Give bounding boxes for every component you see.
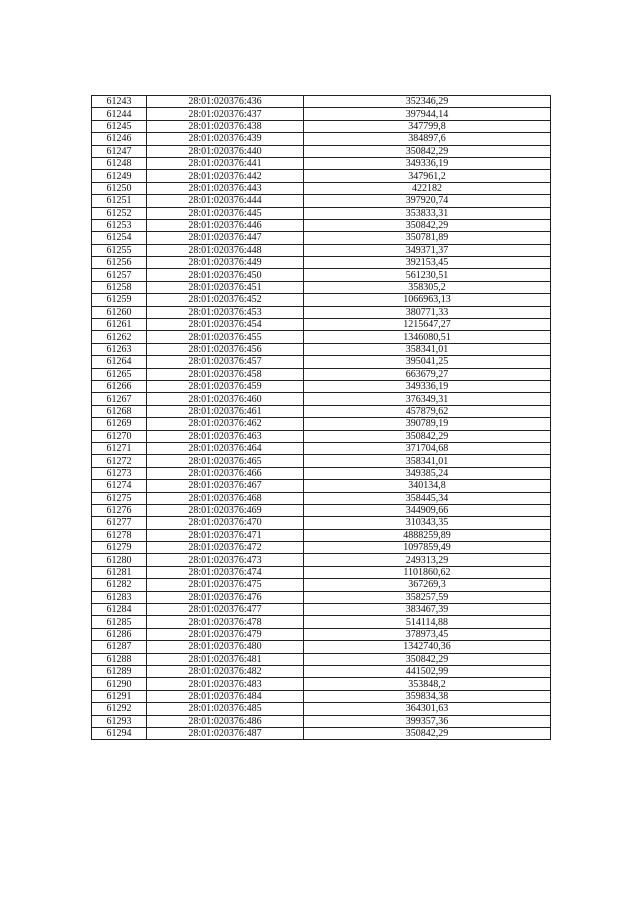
table-row	[92, 442, 551, 454]
cadastral-number-cell: 28:01:020376:473	[147, 554, 304, 566]
row-number-cell: 61258	[92, 281, 147, 293]
value-cell: 371704,68	[304, 442, 551, 454]
value-cell: 310343,35	[304, 517, 551, 529]
row-number-cell: 61244	[92, 108, 147, 120]
table-row	[92, 356, 551, 368]
table-row	[92, 368, 551, 380]
cadastral-number-cell: 28:01:020376:466	[147, 467, 304, 479]
value-cell: 359834,38	[304, 690, 551, 702]
row-number-cell: 61254	[92, 232, 147, 244]
cadastral-number-cell: 28:01:020376:474	[147, 566, 304, 578]
value-cell: 399357,36	[304, 715, 551, 727]
value-cell: 349336,19	[304, 157, 551, 169]
table-row	[92, 319, 551, 331]
cadastral-number-cell: 28:01:020376:437	[147, 108, 304, 120]
table-row	[92, 504, 551, 516]
value-cell: 4888259,89	[304, 529, 551, 541]
value-cell: 1215647,27	[304, 319, 551, 331]
value-cell: 422182	[304, 182, 551, 194]
row-number-cell: 61262	[92, 331, 147, 343]
value-cell: 397920,74	[304, 195, 551, 207]
table-row	[92, 678, 551, 690]
table-row	[92, 566, 551, 578]
row-number-cell: 61271	[92, 442, 147, 454]
row-number-cell: 61275	[92, 492, 147, 504]
cadastral-number-cell: 28:01:020376:462	[147, 418, 304, 430]
value-cell: 347799,8	[304, 120, 551, 132]
cadastral-number-cell: 28:01:020376:471	[147, 529, 304, 541]
row-number-cell: 61293	[92, 715, 147, 727]
table-row	[92, 467, 551, 479]
cadastral-number-cell: 28:01:020376:485	[147, 703, 304, 715]
table-row	[92, 628, 551, 640]
table-row	[92, 715, 551, 727]
row-number-cell: 61257	[92, 269, 147, 281]
value-cell: 340134,8	[304, 480, 551, 492]
value-cell: 347961,2	[304, 170, 551, 182]
table-row	[92, 120, 551, 132]
row-number-cell: 61278	[92, 529, 147, 541]
cadastral-number-cell: 28:01:020376:477	[147, 604, 304, 616]
value-cell: 350842,29	[304, 145, 551, 157]
cadastral-number-cell: 28:01:020376:459	[147, 380, 304, 392]
cadastral-number-cell: 28:01:020376:454	[147, 319, 304, 331]
table-row	[92, 665, 551, 677]
row-number-cell: 61292	[92, 703, 147, 715]
cadastral-number-cell: 28:01:020376:483	[147, 678, 304, 690]
row-number-cell: 61259	[92, 294, 147, 306]
value-cell: 514114,88	[304, 616, 551, 628]
table-row	[92, 269, 551, 281]
table-row	[92, 591, 551, 603]
table-body	[92, 96, 551, 740]
row-number-cell: 61253	[92, 219, 147, 231]
value-cell: 349385,24	[304, 467, 551, 479]
row-number-cell: 61276	[92, 504, 147, 516]
cadastral-number-cell: 28:01:020376:486	[147, 715, 304, 727]
cadastral-number-cell: 28:01:020376:487	[147, 727, 304, 739]
table-row	[92, 480, 551, 492]
table-row	[92, 703, 551, 715]
cadastral-number-cell: 28:01:020376:444	[147, 195, 304, 207]
table-row	[92, 380, 551, 392]
table-row	[92, 244, 551, 256]
value-cell: 561230,51	[304, 269, 551, 281]
value-cell: 1101860,62	[304, 566, 551, 578]
cadastral-number-cell: 28:01:020376:455	[147, 331, 304, 343]
value-cell: 384897,6	[304, 133, 551, 145]
value-cell: 358341,01	[304, 455, 551, 467]
table-row	[92, 108, 551, 120]
value-cell: 380771,33	[304, 306, 551, 318]
row-number-cell: 61251	[92, 195, 147, 207]
table-row	[92, 232, 551, 244]
row-number-cell: 61272	[92, 455, 147, 467]
value-cell: 392153,45	[304, 257, 551, 269]
table-row	[92, 542, 551, 554]
row-number-cell: 61265	[92, 368, 147, 380]
cadastral-number-cell: 28:01:020376:439	[147, 133, 304, 145]
value-cell: 352346,29	[304, 96, 551, 108]
row-number-cell: 61243	[92, 96, 147, 108]
table-row	[92, 616, 551, 628]
table-row	[92, 517, 551, 529]
cadastral-number-cell: 28:01:020376:451	[147, 281, 304, 293]
row-number-cell: 61288	[92, 653, 147, 665]
cadastral-number-cell: 28:01:020376:438	[147, 120, 304, 132]
table-row	[92, 653, 551, 665]
table-row	[92, 257, 551, 269]
cadastral-number-cell: 28:01:020376:446	[147, 219, 304, 231]
row-number-cell: 61279	[92, 542, 147, 554]
cadastral-number-cell: 28:01:020376:456	[147, 343, 304, 355]
row-number-cell: 61256	[92, 257, 147, 269]
cadastral-number-cell: 28:01:020376:478	[147, 616, 304, 628]
row-number-cell: 61263	[92, 343, 147, 355]
row-number-cell: 61267	[92, 393, 147, 405]
value-cell: 1097859,49	[304, 542, 551, 554]
cadastral-number-cell: 28:01:020376:443	[147, 182, 304, 194]
value-cell: 395041,25	[304, 356, 551, 368]
cadastral-number-cell: 28:01:020376:458	[147, 368, 304, 380]
table-row	[92, 393, 551, 405]
table-row	[92, 418, 551, 430]
row-number-cell: 61246	[92, 133, 147, 145]
cadastral-number-cell: 28:01:020376:482	[147, 665, 304, 677]
cadastral-number-cell: 28:01:020376:469	[147, 504, 304, 516]
value-cell: 1066963,13	[304, 294, 551, 306]
table-row	[92, 579, 551, 591]
cadastral-number-cell: 28:01:020376:450	[147, 269, 304, 281]
value-cell: 249313,29	[304, 554, 551, 566]
table-row	[92, 554, 551, 566]
cadastral-number-cell: 28:01:020376:449	[147, 257, 304, 269]
value-cell: 383467,39	[304, 604, 551, 616]
table-row	[92, 331, 551, 343]
row-number-cell: 61245	[92, 120, 147, 132]
table-row	[92, 306, 551, 318]
value-cell: 350842,29	[304, 219, 551, 231]
value-cell: 358257,59	[304, 591, 551, 603]
cadastral-number-cell: 28:01:020376:441	[147, 157, 304, 169]
table-row	[92, 604, 551, 616]
cadastral-number-cell: 28:01:020376:461	[147, 405, 304, 417]
cadastral-number-cell: 28:01:020376:484	[147, 690, 304, 702]
cadastral-number-cell: 28:01:020376:436	[147, 96, 304, 108]
value-cell: 358445,34	[304, 492, 551, 504]
table-row	[92, 182, 551, 194]
row-number-cell: 61277	[92, 517, 147, 529]
table-row	[92, 343, 551, 355]
row-number-cell: 61268	[92, 405, 147, 417]
table-row	[92, 133, 551, 145]
cadastral-number-cell: 28:01:020376:448	[147, 244, 304, 256]
value-cell: 350842,29	[304, 727, 551, 739]
row-number-cell: 61280	[92, 554, 147, 566]
value-cell: 376349,31	[304, 393, 551, 405]
table-row	[92, 145, 551, 157]
cadastral-number-cell: 28:01:020376:464	[147, 442, 304, 454]
table-row	[92, 405, 551, 417]
value-cell: 353848,2	[304, 678, 551, 690]
table-row	[92, 96, 551, 108]
table-row	[92, 727, 551, 739]
value-cell: 350842,29	[304, 653, 551, 665]
row-number-cell: 61273	[92, 467, 147, 479]
cadastral-number-cell: 28:01:020376:447	[147, 232, 304, 244]
row-number-cell: 61269	[92, 418, 147, 430]
table-row	[92, 492, 551, 504]
value-cell: 350781,89	[304, 232, 551, 244]
cadastral-number-cell: 28:01:020376:472	[147, 542, 304, 554]
table-row	[92, 157, 551, 169]
cadastral-number-cell: 28:01:020376:475	[147, 579, 304, 591]
row-number-cell: 61261	[92, 319, 147, 331]
table-row	[92, 195, 551, 207]
table-row	[92, 641, 551, 653]
row-number-cell: 61270	[92, 430, 147, 442]
row-number-cell: 61290	[92, 678, 147, 690]
row-number-cell: 61274	[92, 480, 147, 492]
row-number-cell: 61285	[92, 616, 147, 628]
value-cell: 663679,27	[304, 368, 551, 380]
row-number-cell: 61264	[92, 356, 147, 368]
table-row	[92, 294, 551, 306]
value-cell: 367269,3	[304, 579, 551, 591]
row-number-cell: 61250	[92, 182, 147, 194]
cadastral-number-cell: 28:01:020376:440	[147, 145, 304, 157]
cadastral-number-cell: 28:01:020376:470	[147, 517, 304, 529]
value-cell: 457879,62	[304, 405, 551, 417]
value-cell: 378973,45	[304, 628, 551, 640]
row-number-cell: 61282	[92, 579, 147, 591]
row-number-cell: 61294	[92, 727, 147, 739]
cadastral-number-cell: 28:01:020376:445	[147, 207, 304, 219]
row-number-cell: 61281	[92, 566, 147, 578]
table-row	[92, 281, 551, 293]
cadastral-value-table	[91, 95, 551, 740]
value-cell: 358341,01	[304, 343, 551, 355]
cadastral-number-cell: 28:01:020376:481	[147, 653, 304, 665]
value-cell: 1342740,36	[304, 641, 551, 653]
table-row	[92, 207, 551, 219]
row-number-cell: 61247	[92, 145, 147, 157]
value-cell: 397944,14	[304, 108, 551, 120]
row-number-cell: 61289	[92, 665, 147, 677]
table-row	[92, 219, 551, 231]
cadastral-number-cell: 28:01:020376:479	[147, 628, 304, 640]
row-number-cell: 61248	[92, 157, 147, 169]
value-cell: 364301,63	[304, 703, 551, 715]
cadastral-number-cell: 28:01:020376:468	[147, 492, 304, 504]
row-number-cell: 61286	[92, 628, 147, 640]
value-cell: 349336,19	[304, 380, 551, 392]
cadastral-number-cell: 28:01:020376:467	[147, 480, 304, 492]
row-number-cell: 61249	[92, 170, 147, 182]
row-number-cell: 61291	[92, 690, 147, 702]
row-number-cell: 61255	[92, 244, 147, 256]
row-number-cell: 61284	[92, 604, 147, 616]
value-cell: 1346080,51	[304, 331, 551, 343]
value-cell: 358305,2	[304, 281, 551, 293]
cadastral-number-cell: 28:01:020376:463	[147, 430, 304, 442]
row-number-cell: 61266	[92, 380, 147, 392]
table-row	[92, 430, 551, 442]
table-row	[92, 170, 551, 182]
value-cell: 441502,99	[304, 665, 551, 677]
row-number-cell: 61287	[92, 641, 147, 653]
value-cell: 350842,29	[304, 430, 551, 442]
row-number-cell: 61283	[92, 591, 147, 603]
cadastral-number-cell: 28:01:020376:452	[147, 294, 304, 306]
cadastral-number-cell: 28:01:020376:457	[147, 356, 304, 368]
cadastral-number-cell: 28:01:020376:453	[147, 306, 304, 318]
table-row	[92, 455, 551, 467]
cadastral-number-cell: 28:01:020376:480	[147, 641, 304, 653]
value-cell: 390789,19	[304, 418, 551, 430]
row-number-cell: 61252	[92, 207, 147, 219]
table-row	[92, 690, 551, 702]
cadastral-number-cell: 28:01:020376:442	[147, 170, 304, 182]
cadastral-number-cell: 28:01:020376:460	[147, 393, 304, 405]
value-cell: 349371,37	[304, 244, 551, 256]
row-number-cell: 61260	[92, 306, 147, 318]
value-cell: 353833,31	[304, 207, 551, 219]
value-cell: 344909,66	[304, 504, 551, 516]
cadastral-number-cell: 28:01:020376:465	[147, 455, 304, 467]
table-row	[92, 529, 551, 541]
cadastral-number-cell: 28:01:020376:476	[147, 591, 304, 603]
